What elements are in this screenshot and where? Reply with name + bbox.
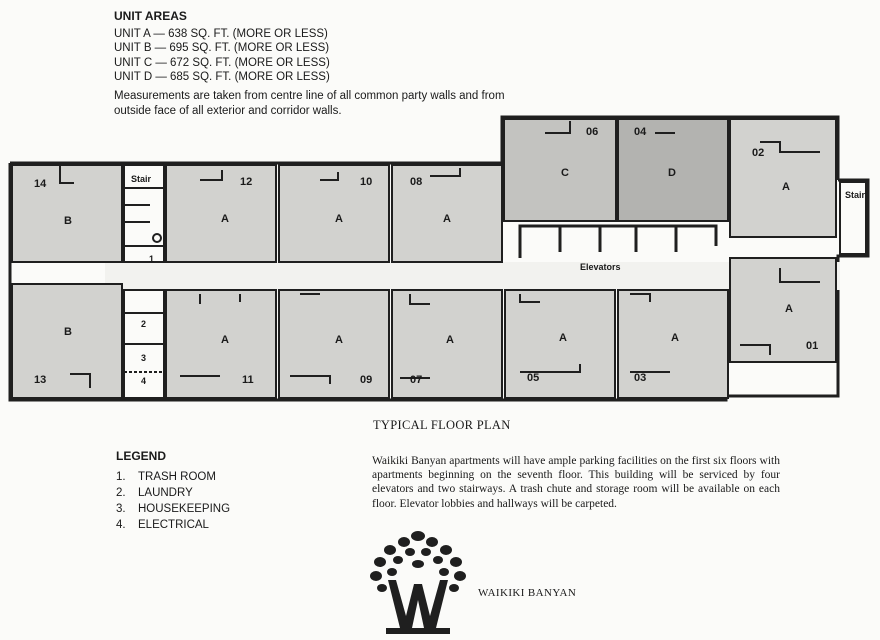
unit-number-08: 08: [410, 176, 423, 188]
unit-02: [730, 119, 836, 237]
unit-type-12: A: [221, 213, 229, 225]
unit-number-13: 13: [34, 374, 47, 386]
unit-number-01: 01: [806, 340, 819, 352]
unit-05: [505, 290, 615, 398]
legend-heading: LEGEND: [116, 449, 167, 463]
unit-type-06: C: [561, 167, 569, 179]
unit-areas-heading: UNIT AREAS: [114, 9, 187, 23]
unit-type-14: B: [64, 215, 72, 227]
unit-number-09: 09: [360, 374, 373, 386]
measurement-note: Measurements are taken from centre line of all common party walls and from outside face of all exterior and corridor walls.: [114, 90, 505, 117]
floor-plan-caption: TYPICAL FLOOR PLAN: [373, 418, 511, 432]
unit-13: [12, 284, 122, 398]
unit-area-b: UNIT B — 695 SQ. FT. (MORE OR LESS): [114, 42, 330, 54]
room-1-label: 1: [149, 254, 155, 264]
unit-type-02: A: [782, 181, 790, 193]
unit-type-05: A: [559, 332, 567, 344]
unit-area-a: UNIT A — 638 SQ. FT. (MORE OR LESS): [114, 27, 328, 40]
unit-number-05: 05: [527, 372, 540, 384]
unit-area-d: UNIT D — 685 SQ. FT. (MORE OR LESS): [114, 71, 330, 83]
unit-number-11: 11: [242, 374, 254, 386]
room-2-label: 2: [141, 319, 147, 329]
unit-type-07: A: [446, 334, 454, 346]
stair-right-label: Stair: [845, 190, 866, 200]
unit-type-11: A: [221, 334, 229, 346]
unit-type-03: A: [671, 332, 679, 344]
unit-area-c: UNIT C — 672 SQ. FT. (MORE OR LESS): [114, 56, 330, 69]
stair-left-label: Stair: [131, 174, 152, 184]
unit-type-04: D: [668, 167, 676, 179]
unit-06: [504, 119, 616, 221]
unit-number-12: 12: [240, 176, 253, 188]
unit-number-07: 07: [410, 374, 423, 386]
unit-number-10: 10: [360, 176, 373, 188]
legend: [116, 449, 230, 533]
unit-number-04: 04: [634, 126, 647, 138]
room-3-label: 3: [141, 353, 147, 363]
unit-number-14: 14: [34, 178, 47, 190]
legend-item: 1. TRASH ROOM: [116, 471, 216, 483]
unit-type-09: A: [335, 334, 343, 346]
unit-number-03: 03: [634, 372, 647, 384]
unit-09: [279, 290, 389, 398]
unit-number-02: 02: [752, 147, 765, 159]
unit-type-13: B: [64, 326, 72, 338]
legend-item: 3. HOUSEKEEPING: [116, 503, 231, 515]
legend-item: 4. ELECTRICAL: [116, 519, 209, 531]
brand-name: WAIKIKI BANYAN: [478, 587, 577, 599]
elevators-label: Elevators: [580, 262, 621, 272]
elevator-bank: [520, 226, 716, 258]
unit-number-06: 06: [586, 126, 599, 138]
legend-item: 2. LAUNDRY: [116, 487, 193, 499]
unit-type-01: A: [785, 303, 793, 315]
unit-type-10: A: [335, 213, 343, 225]
room-4-label: 4: [141, 376, 147, 386]
unit-14: [12, 165, 122, 262]
unit-type-08: A: [443, 213, 451, 225]
banyan-tree-logo: [368, 528, 468, 636]
description-paragraph: Waikiki Banyan apartments will have ample parking facilities on the first six floors with apartments beginning on the seventh floor. This building will be serviced by four elevators and two stairways. A trash chute and storage room will be available on each floor. Elevator lobbies and hallways will be carpeted.: [372, 455, 780, 510]
unit-01: [730, 258, 836, 362]
